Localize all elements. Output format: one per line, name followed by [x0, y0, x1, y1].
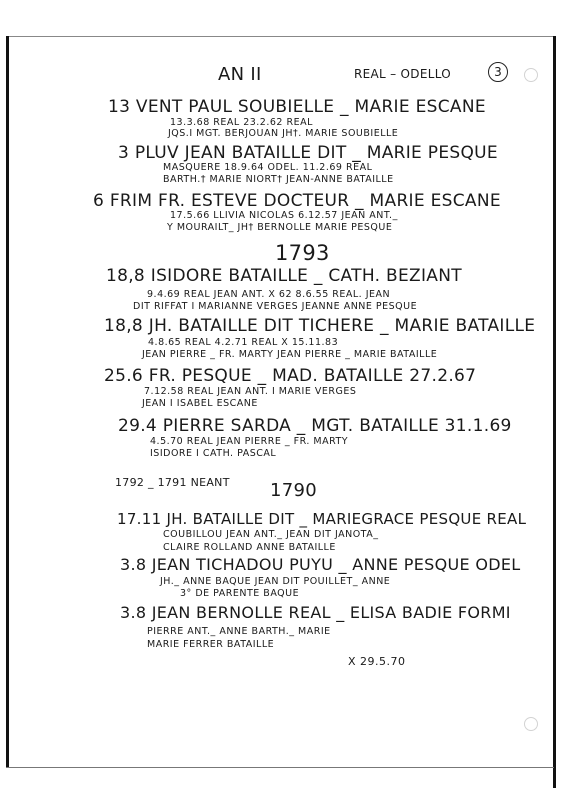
entry-detail: 4.8.65 REAL 4.2.71 REAL X 15.11.83 [148, 337, 339, 348]
entry-detail: MARIE FERRER BATAILLE [147, 639, 275, 650]
entry-detail: MASQUERE 18.9.64 ODEL. 11.2.69 REAL [163, 162, 373, 173]
entry-line: 13 VENT PAUL SOUBIELLE _ MARIE ESCANE [108, 97, 486, 117]
year-note: 1792 _ 1791 NEANT [115, 476, 230, 489]
entry-detail: 13.3.68 REAL 23.2.62 REAL [170, 117, 313, 128]
entry-line: 25.6 FR. PESQUE _ MAD. BATAILLE 27.2.67 [104, 366, 477, 386]
entry-detail: COUBILLOU JEAN ANT._ JEAN DIT JANOTA_ [163, 529, 379, 540]
page-title: AN II [218, 64, 262, 85]
entry-line: 3.8 JEAN BERNOLLE REAL _ ELISA BADIE FORMI [120, 603, 511, 622]
entry-line: 17.11 JH. BATAILLE DIT _ MARIEGRACE PESQUE REAL [117, 510, 527, 528]
binder-hole-top [524, 68, 538, 82]
entry-detail: JEAN PIERRE _ FR. MARTY JEAN PIERRE _ MARIE BATAILLE [142, 349, 438, 360]
entry-line: 3 PLUV JEAN BATAILLE DIT _ MARIE PESQUE [118, 143, 498, 163]
year-heading: 1793 [275, 241, 330, 265]
entry-line: 18,8 JH. BATAILLE DIT TICHERE _ MARIE BATAILLE [104, 316, 536, 336]
entry-detail: JQS.I MGT. BERJOUAN JH†. MARIE SOUBIELLE [168, 128, 399, 139]
entry-detail: X 29.5.70 [348, 655, 406, 668]
entry-detail: CLAIRE ROLLAND ANNE BATAILLE [163, 542, 336, 553]
entry-detail: 7.12.58 REAL JEAN ANT. I MARIE VERGES [144, 386, 357, 397]
page-number: 3 [488, 62, 508, 82]
entry-detail: JH._ ANNE BAQUE JEAN DIT POUILLET_ ANNE [160, 576, 391, 587]
page-border-top [6, 36, 554, 37]
year-heading: 1790 [270, 480, 318, 501]
page-subtitle: REAL – ODELLO [354, 67, 451, 81]
entry-detail: 17.5.66 LLIVIA NICOLAS 6.12.57 JEAN ANT._ [170, 210, 398, 221]
entry-detail: ISIDORE I CATH. PASCAL [150, 448, 277, 459]
entry-line: 18,8 ISIDORE BATAILLE _ CATH. BEZIANT [106, 266, 462, 286]
entry-detail: PIERRE ANT._ ANNE BARTH._ MARIE [147, 626, 331, 637]
entry-line: 29.4 PIERRE SARDA _ MGT. BATAILLE 31.1.69 [118, 416, 512, 436]
entry-detail: DIT RIFFAT I MARIANNE VERGES JEANNE ANNE PESQUE [133, 301, 418, 312]
entry-detail: BARTH.† MARIE NIORT† JEAN-ANNE BATAILLE [163, 174, 394, 185]
page-border-left [6, 36, 9, 768]
page-border-right [553, 36, 556, 788]
entry-detail: Y MOURAILT_ JH† BERNOLLE MARIE PESQUE [167, 222, 393, 233]
entry-line: 6 FRIM FR. ESTEVE DOCTEUR _ MARIE ESCANE [93, 191, 501, 211]
entry-detail: JEAN I ISABEL ESCANE [142, 398, 258, 409]
page-border-bottom [6, 767, 554, 768]
entry-detail: 3° DE PARENTE BAQUE [180, 588, 300, 599]
entry-line: 3.8 JEAN TICHADOU PUYU _ ANNE PESQUE ODEL [120, 555, 521, 574]
entry-detail: 9.4.69 REAL JEAN ANT. X 62 8.6.55 REAL. JEAN [147, 289, 391, 300]
binder-hole-bottom [524, 717, 538, 731]
entry-detail: 4.5.70 REAL JEAN PIERRE _ FR. MARTY [150, 436, 349, 447]
